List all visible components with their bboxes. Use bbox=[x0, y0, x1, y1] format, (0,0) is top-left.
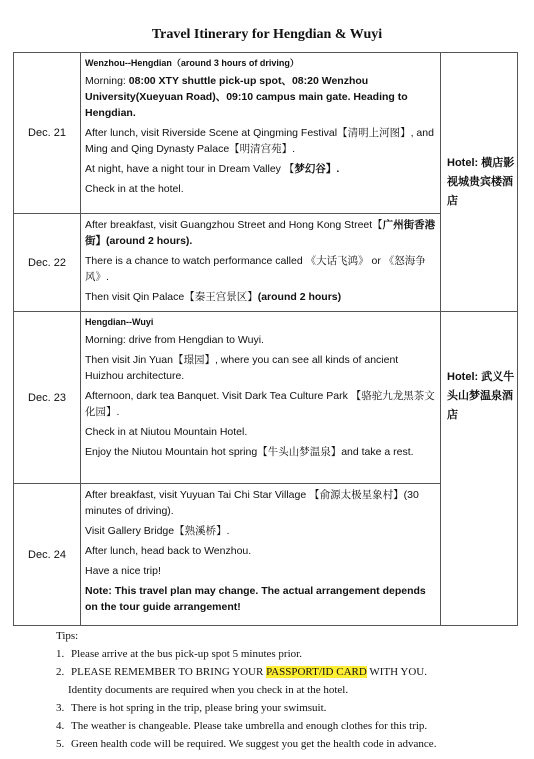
activity-line: Then visit Jin Yuan【璟园】, where you can see all kinds of ancient Huizhou architecture. bbox=[85, 354, 399, 382]
table-row bbox=[14, 53, 518, 214]
activity-line: Have a nice trip! bbox=[85, 565, 161, 577]
route-subtitle: Wenzhou--Hengdian（around 3 hours of driving） bbox=[85, 58, 299, 68]
activity-line: After lunch, head back to Wenzhou. bbox=[85, 545, 252, 557]
activity-line: After breakfast, visit Guangzhou Street and Hong Kong Street【广州街香港街】(around 2 hours). bbox=[85, 219, 436, 247]
activity-line: After breakfast, visit Yuyuan Tai Chi Star Village 【俞源太极星象村】(30 minutes of driving). bbox=[85, 489, 419, 517]
activity-line: Visit Gallery Bridge【熟溪桥】. bbox=[85, 525, 230, 537]
day-activities bbox=[81, 484, 441, 626]
activity-line: Check in at Niutou Mountain Hotel. bbox=[85, 426, 248, 438]
tip-item: 3. There is hot spring in the trip, please bring your swimsuit. bbox=[56, 702, 327, 714]
hotel-cell: Hotel: 横店影视城贵宾楼酒店 bbox=[441, 53, 518, 312]
day-activities bbox=[81, 214, 441, 312]
table-row bbox=[14, 312, 518, 484]
activity-line: Morning: 08:00 XTY shuttle pick-up spot、08:20 Wenzhou University(Xueyuan Road)、09:10 campus main gate. Heading to Hengdian. bbox=[85, 75, 408, 119]
tips-section bbox=[56, 627, 526, 753]
day-activities bbox=[81, 53, 441, 214]
tip-note: Identity documents are required when you check in at the hotel. bbox=[68, 684, 349, 696]
tip-item: 4. The weather is changeable. Please take umbrella and enough clothes for this trip. bbox=[56, 720, 428, 732]
tip-item: 1. Please arrive at the bus pick-up spot 5 minutes prior. bbox=[56, 648, 302, 660]
route-subtitle: Hengdian--Wuyi bbox=[85, 317, 154, 327]
day-date: Dec. 24 bbox=[14, 484, 81, 626]
activity-line: At night, have a night tour in Dream Valley 【梦幻谷】. bbox=[85, 163, 340, 175]
activity-line: Afternoon, dark tea Banquet. Visit Dark Tea Culture Park 【骆驼九龙黑茶文化园】. bbox=[85, 390, 435, 418]
day-date: Dec. 23 bbox=[14, 312, 81, 484]
day-activities bbox=[81, 312, 441, 484]
activity-line: Morning: drive from Hengdian to Wuyi. bbox=[85, 334, 264, 346]
day-date: Dec. 21 bbox=[14, 53, 81, 214]
itinerary-table bbox=[13, 52, 518, 626]
tips-heading: Tips: bbox=[56, 630, 79, 642]
activity-line: After lunch, visit Riverside Scene at Qingming Festival【清明上河图】, and Ming and Qing Dynasty Palace【明清宫苑】. bbox=[85, 127, 434, 155]
page-title: Travel Itinerary for Hengdian & Wuyi bbox=[151, 27, 383, 42]
activity-line: Enjoy the Niutou Mountain hot spring【牛头山梦温泉】and take a rest. bbox=[85, 446, 414, 458]
activity-line: There is a chance to watch performance called 《大话飞鸿》 or 《怒海争风》. bbox=[85, 255, 426, 283]
passport-highlight: PASSPORT/ID CARD bbox=[266, 666, 367, 678]
day-date: Dec. 22 bbox=[14, 214, 81, 312]
hotel-cell: Hotel: 武义牛头山梦温泉酒店 bbox=[441, 312, 518, 626]
activity-line: Check in at the hotel. bbox=[85, 183, 184, 195]
activity-line: Then visit Qin Palace【秦王宫景区】(around 2 hours) bbox=[85, 291, 342, 303]
tip-item: 5. Green health code will be required. We suggest you get the health code in advance. bbox=[56, 738, 437, 750]
activity-line: Note: This travel plan may change. The actual arrangement depends on the tour guide arrangement! bbox=[85, 585, 426, 613]
tip-item: 2. PLEASE REMEMBER TO BRING YOUR PASSPORT/ID CARD WITH YOU. Identity documents are required when you check in at the hotel. bbox=[56, 663, 526, 699]
